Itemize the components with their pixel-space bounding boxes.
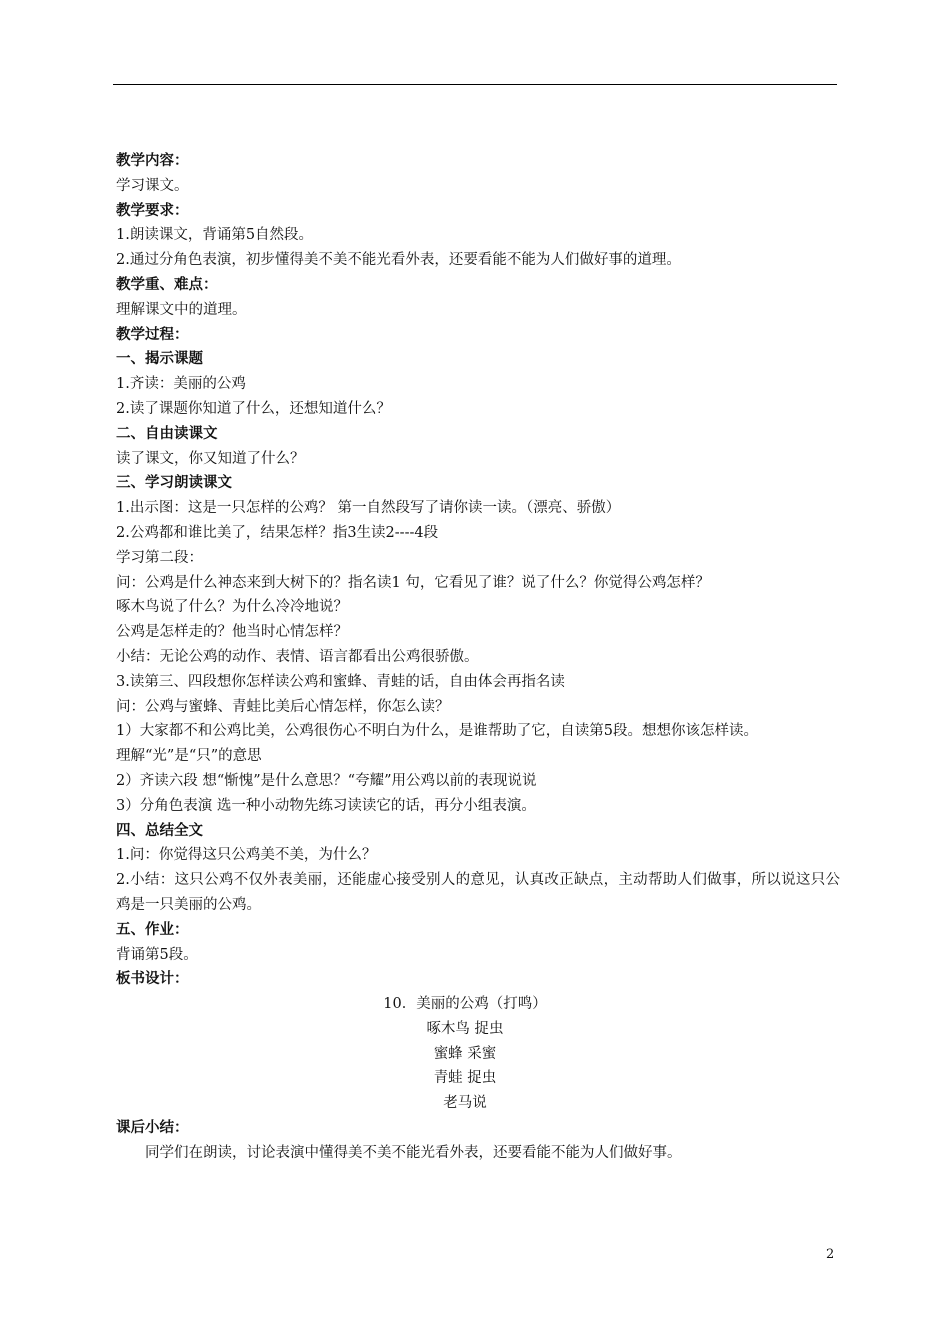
part3-item: 问：公鸡是什么神态来到大树下的？指名读1 句，它看见了谁？说了什么？你觉得公鸡怎样？ (116, 574, 710, 591)
part3-item: 理解“光”是“只”的意思 (116, 748, 262, 765)
part3-item: 3）分角色表演 选一种小动物先练习读读它的话，再分小组表演。 (116, 797, 536, 814)
part4-summary: 2.小结：这只公鸡不仅外表美丽，还能虚心接受别人的意见，认真改正缺点，主动帮助人们做事，所以说这只公鸡是一只美丽的公鸡。 (116, 872, 840, 913)
key-points-heading: 教学重、难点： (116, 276, 218, 293)
part3-item: 公鸡是怎样走的？他当时心情怎样？ (116, 624, 348, 641)
content-text: 学习课文。 (116, 177, 189, 194)
process-heading: 教学过程： (116, 326, 189, 343)
header-rule (113, 84, 837, 85)
part3-heading: 三、学习朗读课文 (116, 475, 232, 492)
board-line: 蜜蜂 采蜜 (433, 1045, 497, 1062)
summary-text: 同学们在朗读，讨论表演中懂得美不美不能光看外表，还要看能不能为人们做好事。 (145, 1144, 682, 1161)
requirements-heading: 教学要求： (116, 202, 189, 219)
part3-item: 1）大家都不和公鸡比美，公鸡很伤心不明白为什么，是谁帮助了它，自读第5段。想想你该怎样读。 (116, 723, 758, 740)
part3-item: 3.读第三、四段想你怎样读公鸡和蜜蜂、青蛙的话，自由体会再指名读 (116, 673, 565, 690)
key-points-text: 理解课文中的道理。 (116, 301, 247, 318)
part1-heading: 一、揭示课题 (116, 351, 203, 368)
part1-item: 1.齐读：美丽的公鸡 (116, 376, 246, 393)
board-line: 青蛙 捉虫 (433, 1070, 497, 1087)
board-line: 老马说 (443, 1095, 487, 1112)
part3-item: 啄木鸟说了什么？为什么冷冷地说？ (116, 599, 348, 616)
part3-item: 2.公鸡都和谁比美了，结果怎样？指3生读2----4段 (116, 524, 439, 541)
summary-heading: 课后小结： (116, 1120, 189, 1137)
part1-item: 2.读了课题你知道了什么，还想知道什么？ (116, 400, 391, 417)
part2-heading: 二、自由读课文 (116, 425, 218, 442)
part4-heading: 四、总结全文 (116, 822, 203, 839)
part3-item: 问：公鸡与蜜蜂、青蛙比美后心情怎样，你怎么读？ (116, 698, 450, 715)
part4-item: 1.问：你觉得这只公鸡美不美，为什么？ (116, 847, 377, 864)
requirement-item: 1.朗读课文，背诵第5自然段。 (116, 227, 314, 244)
page-number: 2 (826, 1247, 835, 1262)
board-title: 10．美丽的公鸡（打鸣） (383, 996, 547, 1013)
document-body (116, 149, 840, 1166)
part3-item: 小结：无论公鸡的动作、表情、语言都看出公鸡很骄傲。 (116, 648, 479, 665)
part5-text: 背诵第5段。 (116, 946, 198, 963)
board-line: 啄木鸟 捉虫 (426, 1020, 504, 1037)
part3-item: 学习第二段： (116, 549, 203, 566)
board-heading: 板书设计： (116, 971, 189, 988)
part3-item: 2）齐读六段 想“惭愧”是什么意思？“夸耀”用公鸡以前的表现说说 (116, 772, 537, 789)
requirement-item: 2.通过分角色表演，初步懂得美不美不能光看外表，还要看能不能为人们做好事的道理。 (116, 252, 681, 269)
part2-text: 读了课文，你又知道了什么？ (116, 450, 305, 467)
part3-item: 1.出示图：这是一只怎样的公鸡？ 第一自然段写了请你读一读。（漂亮、骄傲） (116, 500, 621, 517)
content-heading: 教学内容： (116, 153, 189, 169)
part5-heading: 五、作业： (116, 921, 189, 938)
